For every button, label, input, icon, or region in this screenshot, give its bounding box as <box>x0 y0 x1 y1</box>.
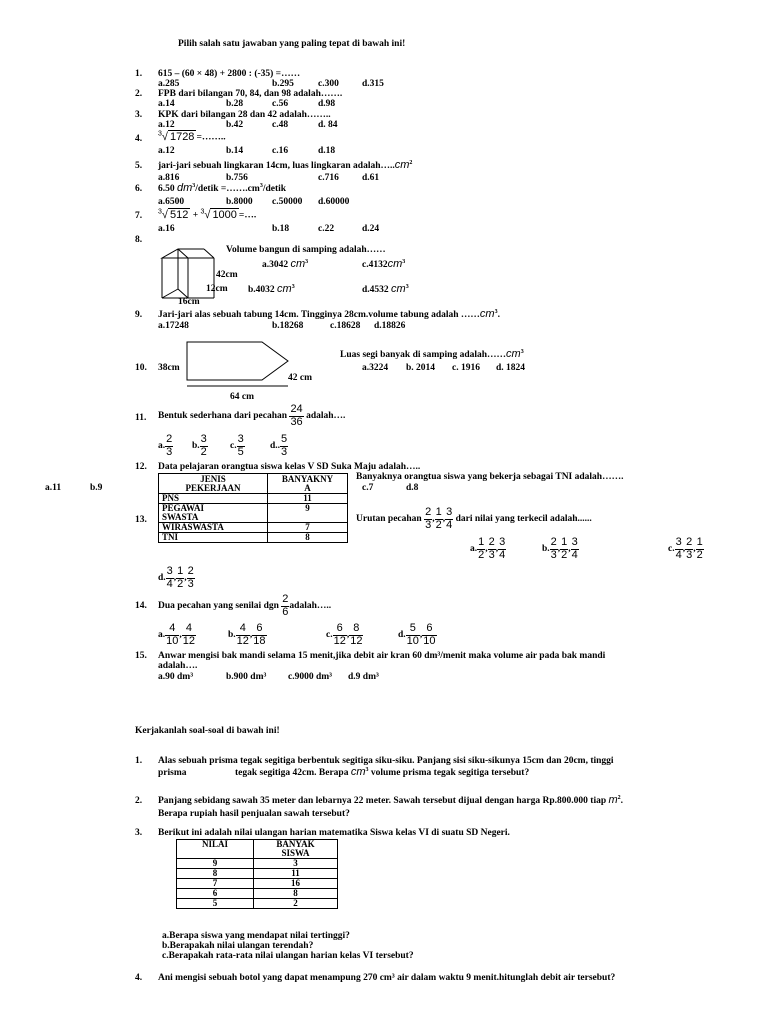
q6-option-a[interactable]: a.6500 <box>158 197 185 207</box>
q11-option-b[interactable]: b. $\frac{3}{2}$ <box>192 433 207 458</box>
prism-width-label: 12cm <box>206 284 228 294</box>
table-row: 9 3 <box>177 859 338 869</box>
e1-text-line2b: tegak segitiga 42cm. Berapa $cm^3$ volume prisma tegak segitiga tersebut? <box>235 766 530 778</box>
q9-text: Jari-jari alas sebuah tabung 14cm. Tingginya 28cm.volume tabung adalah $\dots\dots cm^3$. <box>158 308 500 320</box>
q4-option-a[interactable]: a.12 <box>158 146 175 156</box>
q15-text-line2: adalah…. <box>158 661 198 671</box>
q1-option-a[interactable]: a.285 <box>158 79 180 89</box>
score-table-header: NILAI BANYAK SISWA <box>177 840 338 859</box>
q7-option-b[interactable]: b.18 <box>272 224 290 234</box>
q10-option-c[interactable]: c. 1916 <box>452 363 480 373</box>
q5-option-b[interactable]: b.756 <box>226 173 248 183</box>
q15-text-line1: Anwar mengisi bak mandi selama 15 menit,jika debit air kran 60 dm³/menit maka volume air pada bak mandi <box>158 651 606 661</box>
q9-number: 9. <box>135 310 143 320</box>
q12-option-d[interactable]: d.8 <box>406 483 419 493</box>
q4-option-d[interactable]: d.18 <box>318 146 336 156</box>
q2-option-c[interactable]: c.56 <box>272 99 289 109</box>
q7-option-c[interactable]: c.22 <box>318 224 335 234</box>
q6-option-c[interactable]: c.50000 <box>272 197 303 207</box>
q8-option-d[interactable]: d.4532 $cm^3$ <box>362 283 409 295</box>
prism-figure <box>158 246 220 304</box>
e2-text-line2: Berapa rupiah hasil penjualan sawah tersebut? <box>158 809 350 819</box>
q13-option-d[interactable]: d. $\frac{3}{4}$ , $\frac{1}{2}$ , $\frac{2}{3}$ <box>158 565 194 590</box>
pentagon-dimension-line <box>186 382 296 390</box>
q14-option-b[interactable]: b. $\frac{4}{12}$ , $\frac{6}{18}$ <box>228 622 266 647</box>
table-row: 5 2 <box>177 899 338 909</box>
q12-option-b[interactable]: b.9 <box>90 483 103 493</box>
e2-text-line1: Panjang sebidang sawah 35 meter dan lebarnya 22 meter. Sawah tersebut dijual dengan harga Rp.800.000 tiap $m^2$. <box>158 794 624 806</box>
table-row: 7 16 <box>177 879 338 889</box>
q15-option-b[interactable]: b.900 dm³ <box>226 672 267 682</box>
q9-option-d[interactable]: d.18826 <box>374 321 406 331</box>
q12-option-a[interactable]: a.11 <box>45 483 62 493</box>
q5-option-d[interactable]: d.61 <box>362 173 380 183</box>
q9-option-a[interactable]: a.17248 <box>158 321 189 331</box>
q11-number: 11. <box>135 413 147 423</box>
q13-option-a[interactable]: a. $\frac{1}{2}$ , $\frac{2}{3}$ , $\frac{3}{4}$ <box>470 536 506 561</box>
q12-number: 12. <box>135 462 147 472</box>
q7-option-a[interactable]: a.16 <box>158 224 175 234</box>
q15-option-a[interactable]: a.90 dm³ <box>158 672 194 682</box>
q7-option-d[interactable]: d.24 <box>362 224 380 234</box>
q4-cube-root: $^3$√ 1728 <box>158 130 195 143</box>
table-row: PEGAWAI SWASTA 9 <box>159 504 348 523</box>
e3-sub-a: a.Berapa siswa yang mendapat nilai tertinggi? <box>162 931 350 941</box>
q3-option-d[interactable]: d. 84 <box>318 120 338 130</box>
pentagon-bottom-label: 64 cm <box>230 392 255 402</box>
e3-text: Berikut ini adalah nilai ulangan harian matematika Siswa kelas VI di suatu SD Negeri. <box>158 828 510 838</box>
q10-option-d[interactable]: d. 1824 <box>496 363 526 373</box>
q12-question: Banyaknya orangtua siswa yang bekerja sebagai TNI adalah……. <box>356 472 624 482</box>
q2-option-a[interactable]: a.14 <box>158 99 175 109</box>
table-row: PNS 11 <box>159 494 348 504</box>
q5-option-a[interactable]: a.816 <box>158 173 180 183</box>
q3-text: KPK dari bilangan 28 dan 42 adalah…….. <box>158 110 331 120</box>
q14-fraction: $\frac{2}{6}$ <box>282 593 289 618</box>
q12-option-c[interactable]: c.7 <box>362 483 374 493</box>
q9-option-c[interactable]: c.18628 <box>330 321 361 331</box>
q2-text: FPB dari bilangan 70, 84, dan 98 adalah……. <box>158 89 343 99</box>
q13-option-b[interactable]: b. $\frac{2}{3}$ , $\frac{1}{2}$ , $\frac{3}{4}$ <box>542 536 578 561</box>
q7-number: 7. <box>135 211 143 221</box>
pentagon-right-label: 42 cm <box>288 373 313 383</box>
q13-text: Urutan pecahan $\frac{2}{3}$ , $\frac{1}{2}$ , $\frac{3}{4}$ dari nilai yang terkecil adalah...... <box>356 506 592 531</box>
e3-sub-b: b.Berapakah nilai ulangan terendah? <box>162 941 314 951</box>
q3-option-b[interactable]: b.42 <box>226 120 244 130</box>
q4-option-c[interactable]: c.16 <box>272 146 289 156</box>
q6-option-b[interactable]: b.8000 <box>226 197 253 207</box>
q1-option-b[interactable]: b.295 <box>272 79 294 89</box>
q11-text: Bentuk sederhana dari pecahan $\frac{24}{36}$ adalah…. <box>158 403 346 428</box>
e3-sub-c: c.Berapakah rata-rata nilai ulangan harian kelas VI tersebut? <box>162 951 414 961</box>
table-row: TNI 8 <box>159 533 348 543</box>
q6-text: 6.50 $dm^3$/detik $=\dots\dots.cm^3$/detik <box>158 182 287 194</box>
q1-number: 1. <box>135 69 143 79</box>
e1-text-line1: Alas sebuah prisma tegak segitiga berbentuk segitiga siku-siku. Panjang sisi siku-sikunya 15cm dan 20cm, tinggi <box>158 756 614 766</box>
q14-option-c[interactable]: c. $\frac{6}{12}$ , $\frac{8}{12}$ <box>326 622 363 647</box>
q2-option-d[interactable]: d.98 <box>318 99 336 109</box>
q4-number: 4. <box>135 134 143 144</box>
q3-option-a[interactable]: a.12 <box>158 120 175 130</box>
q1-option-c[interactable]: c.300 <box>318 79 339 89</box>
q7-cube-root-2: $^3$√ 1000 <box>200 208 237 221</box>
q3-option-c[interactable]: c.48 <box>272 120 289 130</box>
q15-option-c[interactable]: c.9000 dm³ <box>288 672 333 682</box>
q15-number: 15. <box>135 651 147 661</box>
q14-option-d[interactable]: d. $\frac{5}{10}$ , $\frac{6}{10}$ <box>398 622 436 647</box>
q11-fraction: $\frac{24}{36}$ <box>290 403 303 428</box>
q8-option-c[interactable]: $c.4132cm^3$ <box>362 258 406 270</box>
q11-option-a[interactable]: a. $\frac{2}{3}$ <box>158 433 173 458</box>
q14-text: Dua pecahan yang senilai dgn $\frac{2}{6}$ adalah….. <box>158 593 332 618</box>
essay-header: Kerjakanlah soal-soal di bawah ini! <box>135 726 280 736</box>
q6-option-d[interactable]: d.60000 <box>318 197 350 207</box>
q13-option-c[interactable]: c. $\frac{3}{4}$ , $\frac{2}{3}$ , $\frac{1}{2}$ <box>668 536 703 561</box>
e1-text-line2a: prisma <box>158 768 187 778</box>
q10-number: 10. <box>135 363 147 373</box>
e3-number: 3. <box>135 828 143 838</box>
section-header: Pilih salah satu jawaban yang paling tepat di bawah ini! <box>178 39 406 49</box>
q14-option-a[interactable]: a. $\frac{4}{10}$ , $\frac{4}{12}$ <box>158 622 195 647</box>
job-table-header: JENIS PEKERJAAN BANYAKNY A <box>159 474 348 494</box>
table-row: WIRASWASTA 7 <box>159 523 348 533</box>
q8-option-a[interactable]: a.3042 $cm^3$ <box>262 258 309 270</box>
q10-option-a[interactable]: a.3224 <box>362 363 389 373</box>
q11-option-c[interactable]: c. $\frac{3}{5}$ <box>230 433 244 458</box>
pentagon-left-label: 38cm <box>158 363 180 373</box>
q7-cube-root-1: $^3$√ 512 <box>158 208 189 221</box>
q11-option-d[interactable]: d.. $\frac{5}{3}$ <box>270 433 288 458</box>
q9-option-b[interactable]: b.18268 <box>272 321 304 331</box>
q4-expression: $^3$√ 1728 =…….. <box>158 130 226 143</box>
table-row: 8 11 <box>177 869 338 879</box>
score-table <box>176 839 338 909</box>
q14-number: 14. <box>135 601 147 611</box>
q2-option-b[interactable]: b.28 <box>226 99 244 109</box>
q5-number: 5. <box>135 161 143 171</box>
q5-option-c[interactable]: c.716 <box>318 173 339 183</box>
q12-text: Data pelajaran orangtua siswa kelas V SD Suka Maju adalah….. <box>158 462 421 472</box>
q8-text: Volume bangun di samping adalah…… <box>226 245 386 255</box>
e4-text: Ani mengisi sebuah botol yang dapat menampung 270 cm³ air dalam waktu 9 menit.hitunglah debit air tersebut? <box>158 973 616 983</box>
q1-option-d[interactable]: d.315 <box>362 79 384 89</box>
q5-text: jari-jari sebuah lingkaran 14cm, luas lingkaran $adalah\dots..cm^2$ <box>158 159 413 171</box>
e1-number: 1. <box>135 756 143 766</box>
q6-number: 6. <box>135 184 143 194</box>
q4-option-b[interactable]: b.14 <box>226 146 244 156</box>
q8-number: 8. <box>135 235 143 245</box>
q7-expression: $^3$√ 512 + $^3$√ 1000 =…. <box>158 208 257 221</box>
e4-number: 4. <box>135 973 143 983</box>
q3-number: 3. <box>135 110 143 120</box>
q1-text: 615 – (60 × 48) + 2800 : (-35) =…… <box>158 69 301 79</box>
q13-number: 13. <box>135 515 147 525</box>
q8-option-b[interactable]: b.4032 $cm^3$ <box>248 283 295 295</box>
e2-number: 2. <box>135 796 143 806</box>
q2-number: 2. <box>135 89 143 99</box>
pentagon-figure <box>186 341 296 383</box>
table-row: 6 8 <box>177 889 338 899</box>
q10-text: Luas segi banyak di samping $adalah\dots\dots cm^3$ <box>340 348 524 360</box>
job-table <box>158 473 348 543</box>
q10-option-b[interactable]: b. 2014 <box>406 363 436 373</box>
q15-option-d[interactable]: d.9 dm³ <box>348 672 379 682</box>
prism-height-label: 42cm <box>216 270 238 280</box>
prism-length-label: 16cm <box>178 297 200 307</box>
